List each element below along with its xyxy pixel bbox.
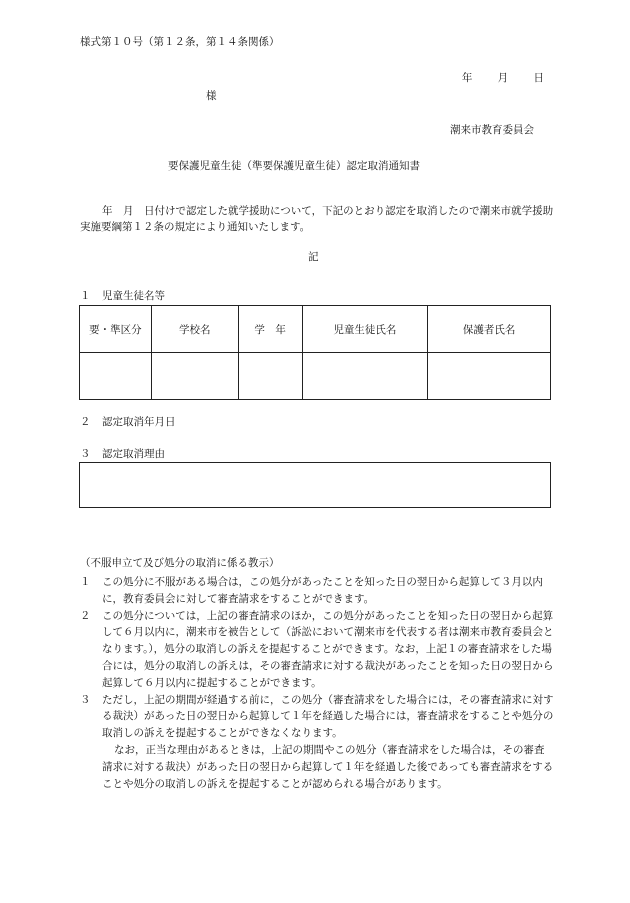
notice-item <box>80 574 554 608</box>
body-paragraph: 年 月 日付けで認定した就学援助について，下記のとおり認定を取消したので潮来市就学援助実施要綱第１２条の規定により通知いたします。 <box>80 205 554 234</box>
notice-item-text: ただし，上記の期間が経過する前に，この処分（審査請求をした場合には，その審査請求に対する裁決）があった日の翌日から起算して１年を経過した場合には，審査請求をすることや処分の取消しの訴えを提起することができなくなります。 <box>102 693 554 740</box>
table-header-row <box>80 306 551 353</box>
header-guardian-name: 保護者氏名 <box>428 306 551 353</box>
section-1-title: 児童生徒名等 <box>102 290 165 302</box>
cell-student-name[interactable] <box>302 353 428 400</box>
notice-item-number: ２ <box>80 609 91 622</box>
header-school: 学校名 <box>151 306 238 353</box>
notice-section <box>80 574 554 792</box>
cell-grade[interactable] <box>238 353 302 400</box>
section-3-number: ３ <box>80 448 91 460</box>
section-1-number: １ <box>80 290 91 302</box>
reason-box[interactable] <box>79 462 551 508</box>
notice-item-number: ３ <box>80 693 91 706</box>
issue-date <box>458 72 544 85</box>
notice-item <box>80 692 554 742</box>
section-3-title: 認定取消理由 <box>102 448 165 460</box>
notice-item-text: この処分については，上記の審査請求のほか，この処分があったことを知った日の翌日から起算して６月以内に，潮来市を被告として（訴訟において潮来市を代表する者は潮来市教育委員会となります。），処分の取消しの訴えを提起することができます。なお，上記１の審査請求をした場合には，処分の取消しの訴えは，その審査請求に対する裁決があったことを知った日の翌日から起算して６月以内に提起することができます。 <box>102 609 554 689</box>
cell-guardian-name[interactable] <box>428 353 551 400</box>
notice-item-text: この処分に不服がある場合は，この処分があったことを知った日の翌日から起算して３月以内に，教育委員会に対して審査請求をすることができます。 <box>102 576 543 605</box>
section-2-number: ２ <box>80 416 91 428</box>
header-student-name: 児童生徒氏名 <box>302 306 428 353</box>
header-category: 要・準区分 <box>80 306 152 353</box>
date-month: 月 <box>497 72 509 84</box>
form-number: 様式第１０号（第１２条，第１４条関係） <box>80 36 280 48</box>
section-2-title: 認定取消年月日 <box>102 416 176 428</box>
section-2-heading <box>80 416 176 429</box>
section-3-heading <box>80 448 165 461</box>
header-grade: 学 年 <box>238 306 302 353</box>
table-row <box>80 353 551 400</box>
date-year: 年 <box>461 72 473 84</box>
date-day: 日 <box>533 72 544 84</box>
section-1-heading <box>80 290 165 303</box>
cell-school[interactable] <box>151 353 238 400</box>
addressee-suffix: 様 <box>206 90 217 102</box>
notice-item <box>80 608 554 692</box>
notice-item-number: １ <box>80 576 91 588</box>
notice-extra: なお，正当な理由があるときは，上記の期間やこの処分（審査請求をした場合は，その審査請求に対する裁決）があった日の翌日から起算して１年を経過した後であっても審査請求をすることや処分の取消しの訴えを提起することが認められる場合があります。 <box>102 743 554 790</box>
ki-marker: 記 <box>308 251 319 263</box>
issuer: 潮来市教育委員会 <box>450 124 534 136</box>
student-table <box>79 305 551 400</box>
cell-category[interactable] <box>80 353 152 400</box>
document-title: 要保護児童生徒（準要保護児童生徒）認定取消通知書 <box>168 160 420 172</box>
notice-heading: （不服申立て及び処分の取消に係る教示） <box>80 557 280 569</box>
